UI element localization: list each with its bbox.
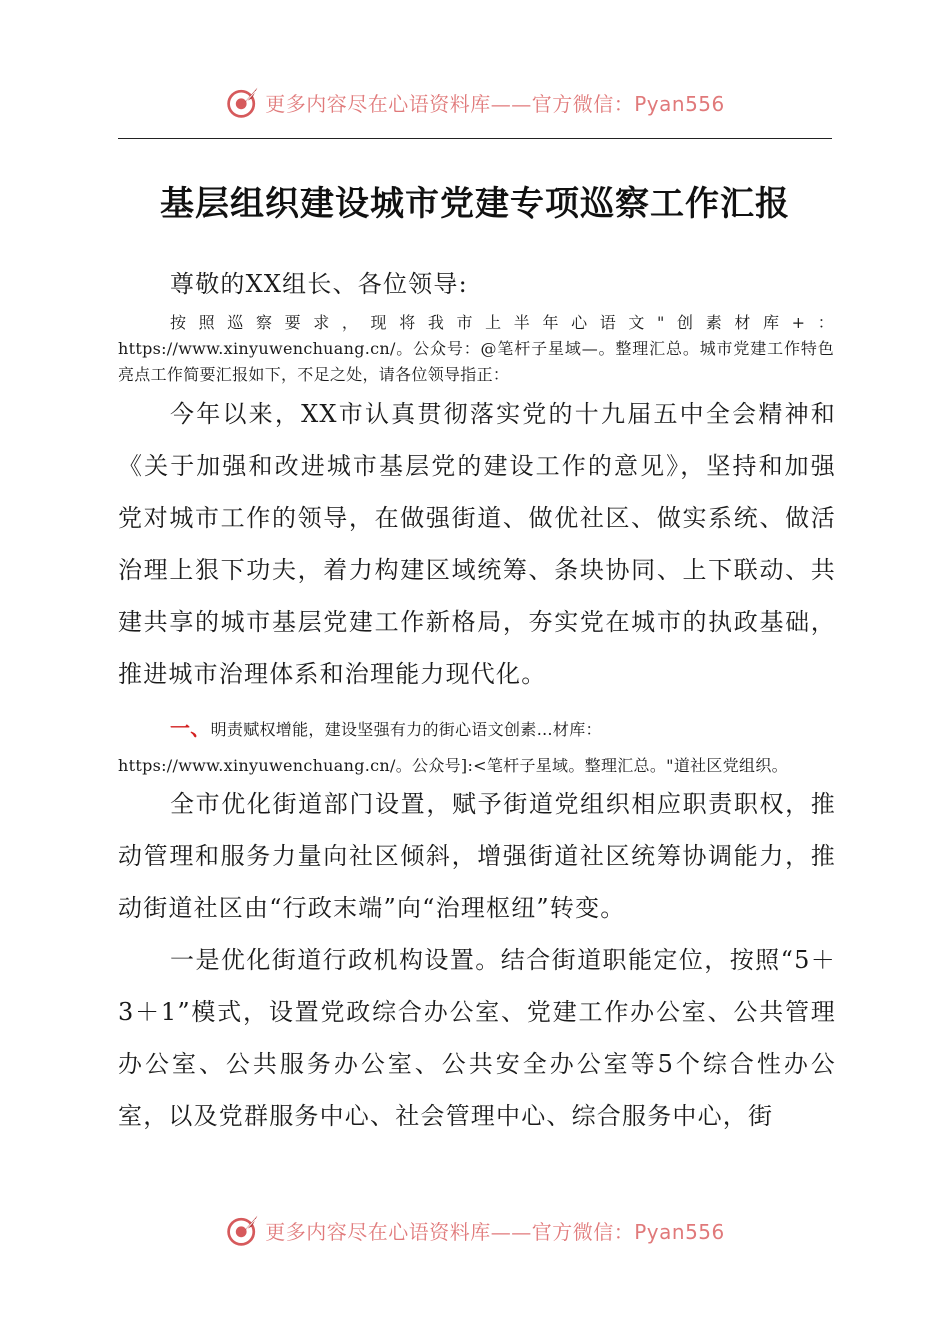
salutation: 尊敬的XX组长、各位领导: [170,270,468,298]
section-heading-1 [118,710,834,784]
quill-logo-icon [225,84,261,120]
intro-paragraph: 按照巡察要求，现将我市上半年心语文"创素材库+：https://www.xinyuwenchuang.cn/。公众号：@笔杆子星域—。整理汇总。城市党建工作特色亮点工作简要汇报如下，不足之处，请各位领导指正： [118,313,834,384]
banner-separator: —— [490,1219,532,1244]
section-number: 一、 [170,716,211,740]
footer-banner [0,1210,950,1250]
banner-official-label: 官方微信： [531,1219,635,1244]
banner-text [265,1216,725,1245]
banner-separator: —— [490,91,532,116]
quill-logo-icon [225,1212,261,1248]
document-title: 基层组织建设城市党建专项巡察工作汇报 [160,184,790,224]
banner-wechat-id: Pyan556 [634,1219,725,1244]
header-banner [0,82,950,122]
body-paragraph-2: 全市优化街道部门设置，赋予街道党组织相应职责职权，推动管理和服务力量向社区倾斜，增强街道社区统筹协调能力，推动街道社区由“行政末端”向“治理枢纽”转变。 [118,790,836,922]
banner-site-text: 更多内容尽在心语资料库 [265,1219,491,1244]
header-rule [118,138,832,139]
banner-wechat-id: Pyan556 [634,91,725,116]
body-paragraph-1: 今年以来，XX市认真贯彻落实党的十九届五中全会精神和《关于加强和改进城市基层党的建设工作的意见》，坚持和加强党对城市工作的领导，在做强街道、做优社区、做实系统、做活治理上狠下功夫，着力构建区域统筹、条块协同、上下联动、共建共享的城市基层党建工作新格局，夯实党在城市的执政基础，推进城市治理体系和治理能力现代化。 [118,400,836,688]
body-paragraph-3: 一是优化街道行政机构设置。结合街道职能定位，按照“5＋3＋1”模式，设置党政综合办公室、党建工作办公室、公共管理办公室、公共服务办公室、公共安全办公室等5个综合性办公室，以及党群服务中心、社会管理中心、综合服务中心，街 [118,946,836,1130]
banner-text [265,88,725,117]
banner-site-text: 更多内容尽在心语资料库 [265,91,491,116]
section-heading-text: 明责赋权增能，建设坚强有力的街心语文创素…材库：https://www.xinyuwenchuang.cn/。公众号]:<笔杆子星域。整理汇总。"道社区党组织。 [118,720,788,775]
banner-official-label: 官方微信： [531,91,635,116]
